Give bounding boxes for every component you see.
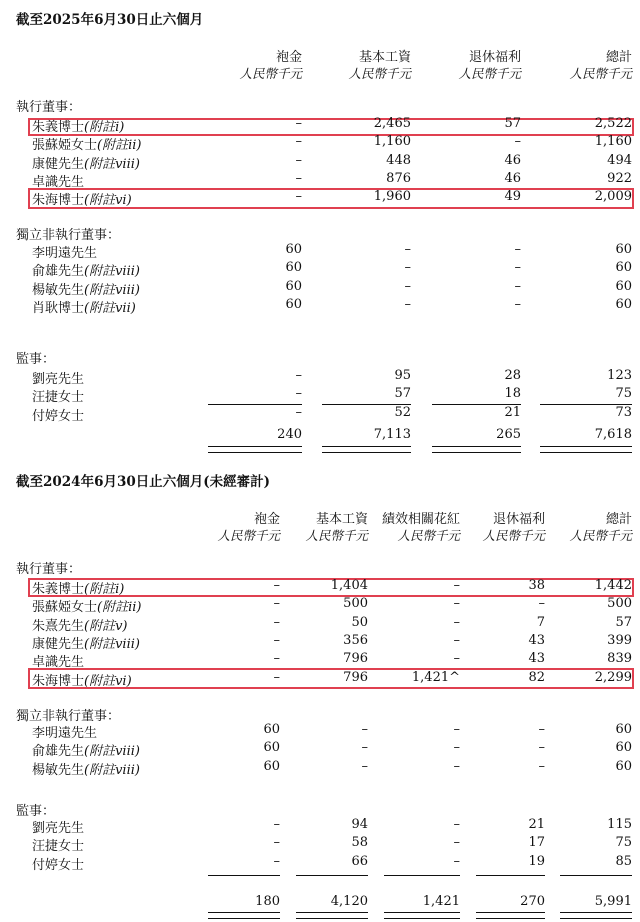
cell-value: 73 <box>615 404 632 420</box>
footnote-ref: (附註i) <box>84 120 125 135</box>
cell-value: 66 <box>351 853 368 869</box>
cell-value: 123 <box>607 368 632 383</box>
cell-value: – <box>453 651 460 667</box>
row-label <box>32 578 124 597</box>
person-name: 俞雄先生 <box>32 744 85 760</box>
cell-value: – <box>295 404 302 420</box>
row-label <box>32 368 84 387</box>
person-name: 李明遠先生 <box>32 726 98 741</box>
cell-value: 60 <box>615 278 632 294</box>
cell-value: 57 <box>615 614 632 630</box>
total-value: 270 <box>520 894 545 909</box>
table-title: 截至2025年6月30日止六個月 <box>16 12 204 28</box>
cell-value: 796 <box>343 651 368 667</box>
cell-value: – <box>514 260 521 276</box>
cell-value: 28 <box>504 368 521 383</box>
cell-value: 2,522 <box>594 116 632 131</box>
subtotal-rule <box>384 875 460 876</box>
footnote-ref: (附註viii) <box>84 156 140 172</box>
person-name: 張蘇婭女士 <box>32 138 98 154</box>
cell-value: – <box>295 152 302 168</box>
cell-value: 49 <box>504 189 521 205</box>
cell-value: 52 <box>394 404 411 420</box>
row-label <box>32 759 140 778</box>
cell-value: 21 <box>504 404 521 420</box>
section-label: 獨立非執行董事： <box>16 709 121 724</box>
person-name: 朱熹先生 <box>32 618 85 634</box>
total-value: 7,618 <box>594 427 632 442</box>
cell-value: 60 <box>285 242 302 257</box>
cell-value: – <box>453 596 460 612</box>
cell-value: 1,960 <box>373 189 411 205</box>
cell-value: 60 <box>263 722 280 737</box>
cell-value: – <box>295 116 302 131</box>
cell-value: 1,442 <box>594 578 632 593</box>
cell-value: – <box>361 758 368 774</box>
total-value: 7,113 <box>373 427 411 442</box>
cell-value: 85 <box>615 853 632 869</box>
cell-value: – <box>538 758 545 774</box>
footnote-ref: (附註ii) <box>97 138 142 154</box>
row-label <box>32 405 84 424</box>
cell-value: 500 <box>607 596 632 612</box>
cell-value: 60 <box>615 242 632 257</box>
total-double-rule <box>208 912 280 919</box>
cell-value: – <box>453 853 460 869</box>
cell-value: – <box>453 614 460 630</box>
column-unit: 人民幣千元 <box>239 66 302 81</box>
cell-value: 2,465 <box>373 116 411 131</box>
subtotal-rule <box>208 875 280 876</box>
column-header: 袍金 <box>253 512 280 527</box>
cell-value: – <box>295 134 302 150</box>
cell-value: – <box>361 722 368 737</box>
cell-value: – <box>453 758 460 774</box>
column-unit: 人民幣千元 <box>458 66 521 81</box>
row-label <box>32 260 140 279</box>
cell-value: – <box>453 578 460 593</box>
row-label <box>32 189 132 208</box>
cell-value: 57 <box>394 386 411 402</box>
cell-value: – <box>295 368 302 383</box>
subtotal-rule <box>432 404 521 405</box>
footnote-ref: (附註v) <box>84 618 128 634</box>
column-header: 基本工資 <box>315 512 368 527</box>
row-label <box>32 153 140 172</box>
cell-value: 356 <box>343 632 368 648</box>
cell-value: 38 <box>528 578 545 593</box>
section-label: 監事： <box>16 352 56 367</box>
cell-value: 21 <box>528 817 545 832</box>
cell-value: – <box>404 278 411 294</box>
section-label: 執行董事： <box>16 562 82 577</box>
table-title: 截至2024年6月30日止六個月(未經審計) <box>16 474 271 490</box>
cell-value: – <box>538 596 545 612</box>
person-name: 楊敏先生 <box>32 282 85 298</box>
row-label <box>32 670 132 689</box>
cell-value: 500 <box>343 596 368 612</box>
column-header: 績效相關花紅 <box>381 512 460 527</box>
cell-value: 60 <box>285 278 302 294</box>
person-name: 朱義博士 <box>32 120 85 135</box>
cell-value: 60 <box>615 296 632 312</box>
person-name: 康健先生 <box>32 636 85 652</box>
person-name: 朱海博士 <box>32 193 85 209</box>
person-name: 楊敏先生 <box>32 762 85 778</box>
person-name: 張蘇婭女士 <box>32 600 98 616</box>
column-header: 基本工資 <box>358 50 411 65</box>
total-value: 180 <box>255 894 280 909</box>
cell-value: 60 <box>263 740 280 756</box>
cell-value: 494 <box>607 152 632 168</box>
row-label <box>32 116 124 135</box>
row-label <box>32 279 140 298</box>
row-label <box>32 633 140 652</box>
section-label: 獨立非執行董事： <box>16 228 121 243</box>
row-label <box>32 297 136 316</box>
footnote-ref: (附註viii) <box>84 282 140 298</box>
subtotal-rule <box>560 875 632 876</box>
row-label <box>32 854 84 873</box>
column-header: 袍金 <box>275 50 302 65</box>
subtotal-rule <box>540 404 632 405</box>
cell-value: – <box>273 632 280 648</box>
cell-value: 18 <box>504 386 521 402</box>
cell-value: 796 <box>343 669 368 685</box>
column-header: 退休福利 <box>468 50 521 65</box>
person-name: 付婷女士 <box>32 408 85 424</box>
cell-value: 60 <box>285 260 302 276</box>
footnote-ref: (附註viii) <box>84 264 140 280</box>
person-name: 李明遠先生 <box>32 246 98 261</box>
cell-value: 17 <box>528 835 545 851</box>
row-label <box>32 615 128 634</box>
cell-value: 2,009 <box>594 189 632 205</box>
cell-value: – <box>514 278 521 294</box>
cell-value: – <box>453 632 460 648</box>
column-header: 退休福利 <box>492 512 545 527</box>
cell-value: 448 <box>386 152 411 168</box>
column-unit: 人民幣千元 <box>569 528 632 543</box>
total-double-rule <box>208 446 302 453</box>
total-value: 265 <box>496 427 521 442</box>
column-unit: 人民幣千元 <box>397 528 460 543</box>
person-name: 康健先生 <box>32 156 85 172</box>
cell-value: 839 <box>607 651 632 667</box>
person-name: 劉亮先生 <box>32 821 85 836</box>
total-value: 1,421 <box>422 894 460 909</box>
person-name: 卓識先生 <box>32 655 85 671</box>
cell-value: – <box>453 740 460 756</box>
cell-value: – <box>361 740 368 756</box>
subtotal-rule <box>296 875 368 876</box>
cell-value: 95 <box>394 368 411 383</box>
person-name: 卓識先生 <box>32 174 85 190</box>
person-name: 肖耿博士 <box>32 300 85 316</box>
total-value: 5,991 <box>594 894 632 909</box>
footnote-ref: (附註vi) <box>84 673 132 689</box>
row-label <box>32 134 141 153</box>
cell-value: – <box>404 296 411 312</box>
cell-value: – <box>404 242 411 257</box>
footnote-ref: (附註vi) <box>84 193 132 209</box>
total-double-rule <box>476 912 545 919</box>
total-double-rule <box>560 912 632 919</box>
column-unit: 人民幣千元 <box>569 66 632 81</box>
cell-value: – <box>273 596 280 612</box>
cell-value: 876 <box>386 170 411 186</box>
cell-value: – <box>453 835 460 851</box>
person-name: 劉亮先生 <box>32 372 85 387</box>
total-value: 4,120 <box>330 894 368 909</box>
cell-value: 60 <box>263 758 280 774</box>
subtotal-rule <box>322 404 411 405</box>
total-double-rule <box>384 912 460 919</box>
section-label: 執行董事： <box>16 100 82 115</box>
column-unit: 人民幣千元 <box>482 528 545 543</box>
cell-value: 19 <box>528 853 545 869</box>
person-name: 朱海博士 <box>32 673 85 689</box>
cell-value: 1,421^ <box>411 669 460 685</box>
cell-value: 7 <box>536 614 545 630</box>
person-name: 汪捷女士 <box>32 390 85 406</box>
cell-value: 2,299 <box>594 669 632 685</box>
cell-value: 46 <box>504 152 521 168</box>
column-unit: 人民幣千元 <box>217 528 280 543</box>
cell-value: 46 <box>504 170 521 186</box>
row-label <box>32 596 141 615</box>
cell-value: – <box>404 260 411 276</box>
total-double-rule <box>540 446 632 453</box>
subtotal-rule <box>208 404 302 405</box>
row-label <box>32 740 140 759</box>
cell-value: – <box>273 669 280 685</box>
section-label: 監事： <box>16 804 56 819</box>
cell-value: 60 <box>285 296 302 312</box>
cell-value: 50 <box>351 614 368 630</box>
cell-value: 1,404 <box>330 578 368 593</box>
footnote-ref: (附註viii) <box>84 636 140 652</box>
total-value: 240 <box>277 427 302 442</box>
row-label <box>32 242 97 261</box>
cell-value: – <box>295 386 302 402</box>
footnote-ref: (附註viii) <box>84 744 140 760</box>
cell-value: – <box>295 189 302 205</box>
row-label <box>32 722 97 741</box>
person-name: 付婷女士 <box>32 857 85 873</box>
row-label <box>32 651 84 670</box>
person-name: 朱義博士 <box>32 582 85 597</box>
cell-value: 1,160 <box>373 134 411 150</box>
cell-value: 94 <box>351 817 368 832</box>
cell-value: – <box>514 242 521 257</box>
cell-value: – <box>295 170 302 186</box>
cell-value: – <box>453 817 460 832</box>
cell-value: – <box>273 614 280 630</box>
cell-value: 43 <box>528 632 545 648</box>
row-label <box>32 817 84 836</box>
column-header: 總計 <box>605 50 632 65</box>
cell-value: – <box>538 722 545 737</box>
cell-value: 60 <box>615 260 632 276</box>
total-double-rule <box>322 446 411 453</box>
cell-value: – <box>453 722 460 737</box>
column-unit: 人民幣千元 <box>305 528 368 543</box>
cell-value: – <box>273 651 280 667</box>
cell-value: 399 <box>607 632 632 648</box>
cell-value: 43 <box>528 651 545 667</box>
subtotal-rule <box>476 875 545 876</box>
footnote-ref: (附註viii) <box>84 762 140 778</box>
row-label <box>32 171 84 190</box>
cell-value: – <box>273 835 280 851</box>
cell-value: – <box>538 740 545 756</box>
cell-value: 58 <box>351 835 368 851</box>
total-double-rule <box>296 912 368 919</box>
cell-value: 82 <box>528 669 545 685</box>
cell-value: 60 <box>615 758 632 774</box>
cell-value: – <box>273 578 280 593</box>
cell-value: 60 <box>615 740 632 756</box>
cell-value: 57 <box>504 116 521 131</box>
footnote-ref: (附註vii) <box>84 300 136 316</box>
cell-value: 115 <box>607 817 632 832</box>
row-label <box>32 835 84 854</box>
column-header: 總計 <box>605 512 632 527</box>
cell-value: – <box>273 853 280 869</box>
footnote-ref: (附註i) <box>84 582 125 597</box>
cell-value: – <box>273 817 280 832</box>
cell-value: 60 <box>615 722 632 737</box>
cell-value: 922 <box>607 170 632 186</box>
total-double-rule <box>432 446 521 453</box>
cell-value: 1,160 <box>594 134 632 150</box>
cell-value: 75 <box>615 386 632 402</box>
cell-value: – <box>514 296 521 312</box>
row-label <box>32 386 84 405</box>
person-name: 俞雄先生 <box>32 264 85 280</box>
cell-value: 75 <box>615 835 632 851</box>
cell-value: – <box>514 134 521 150</box>
column-unit: 人民幣千元 <box>348 66 411 81</box>
footnote-ref: (附註ii) <box>97 600 142 616</box>
person-name: 汪捷女士 <box>32 839 85 855</box>
